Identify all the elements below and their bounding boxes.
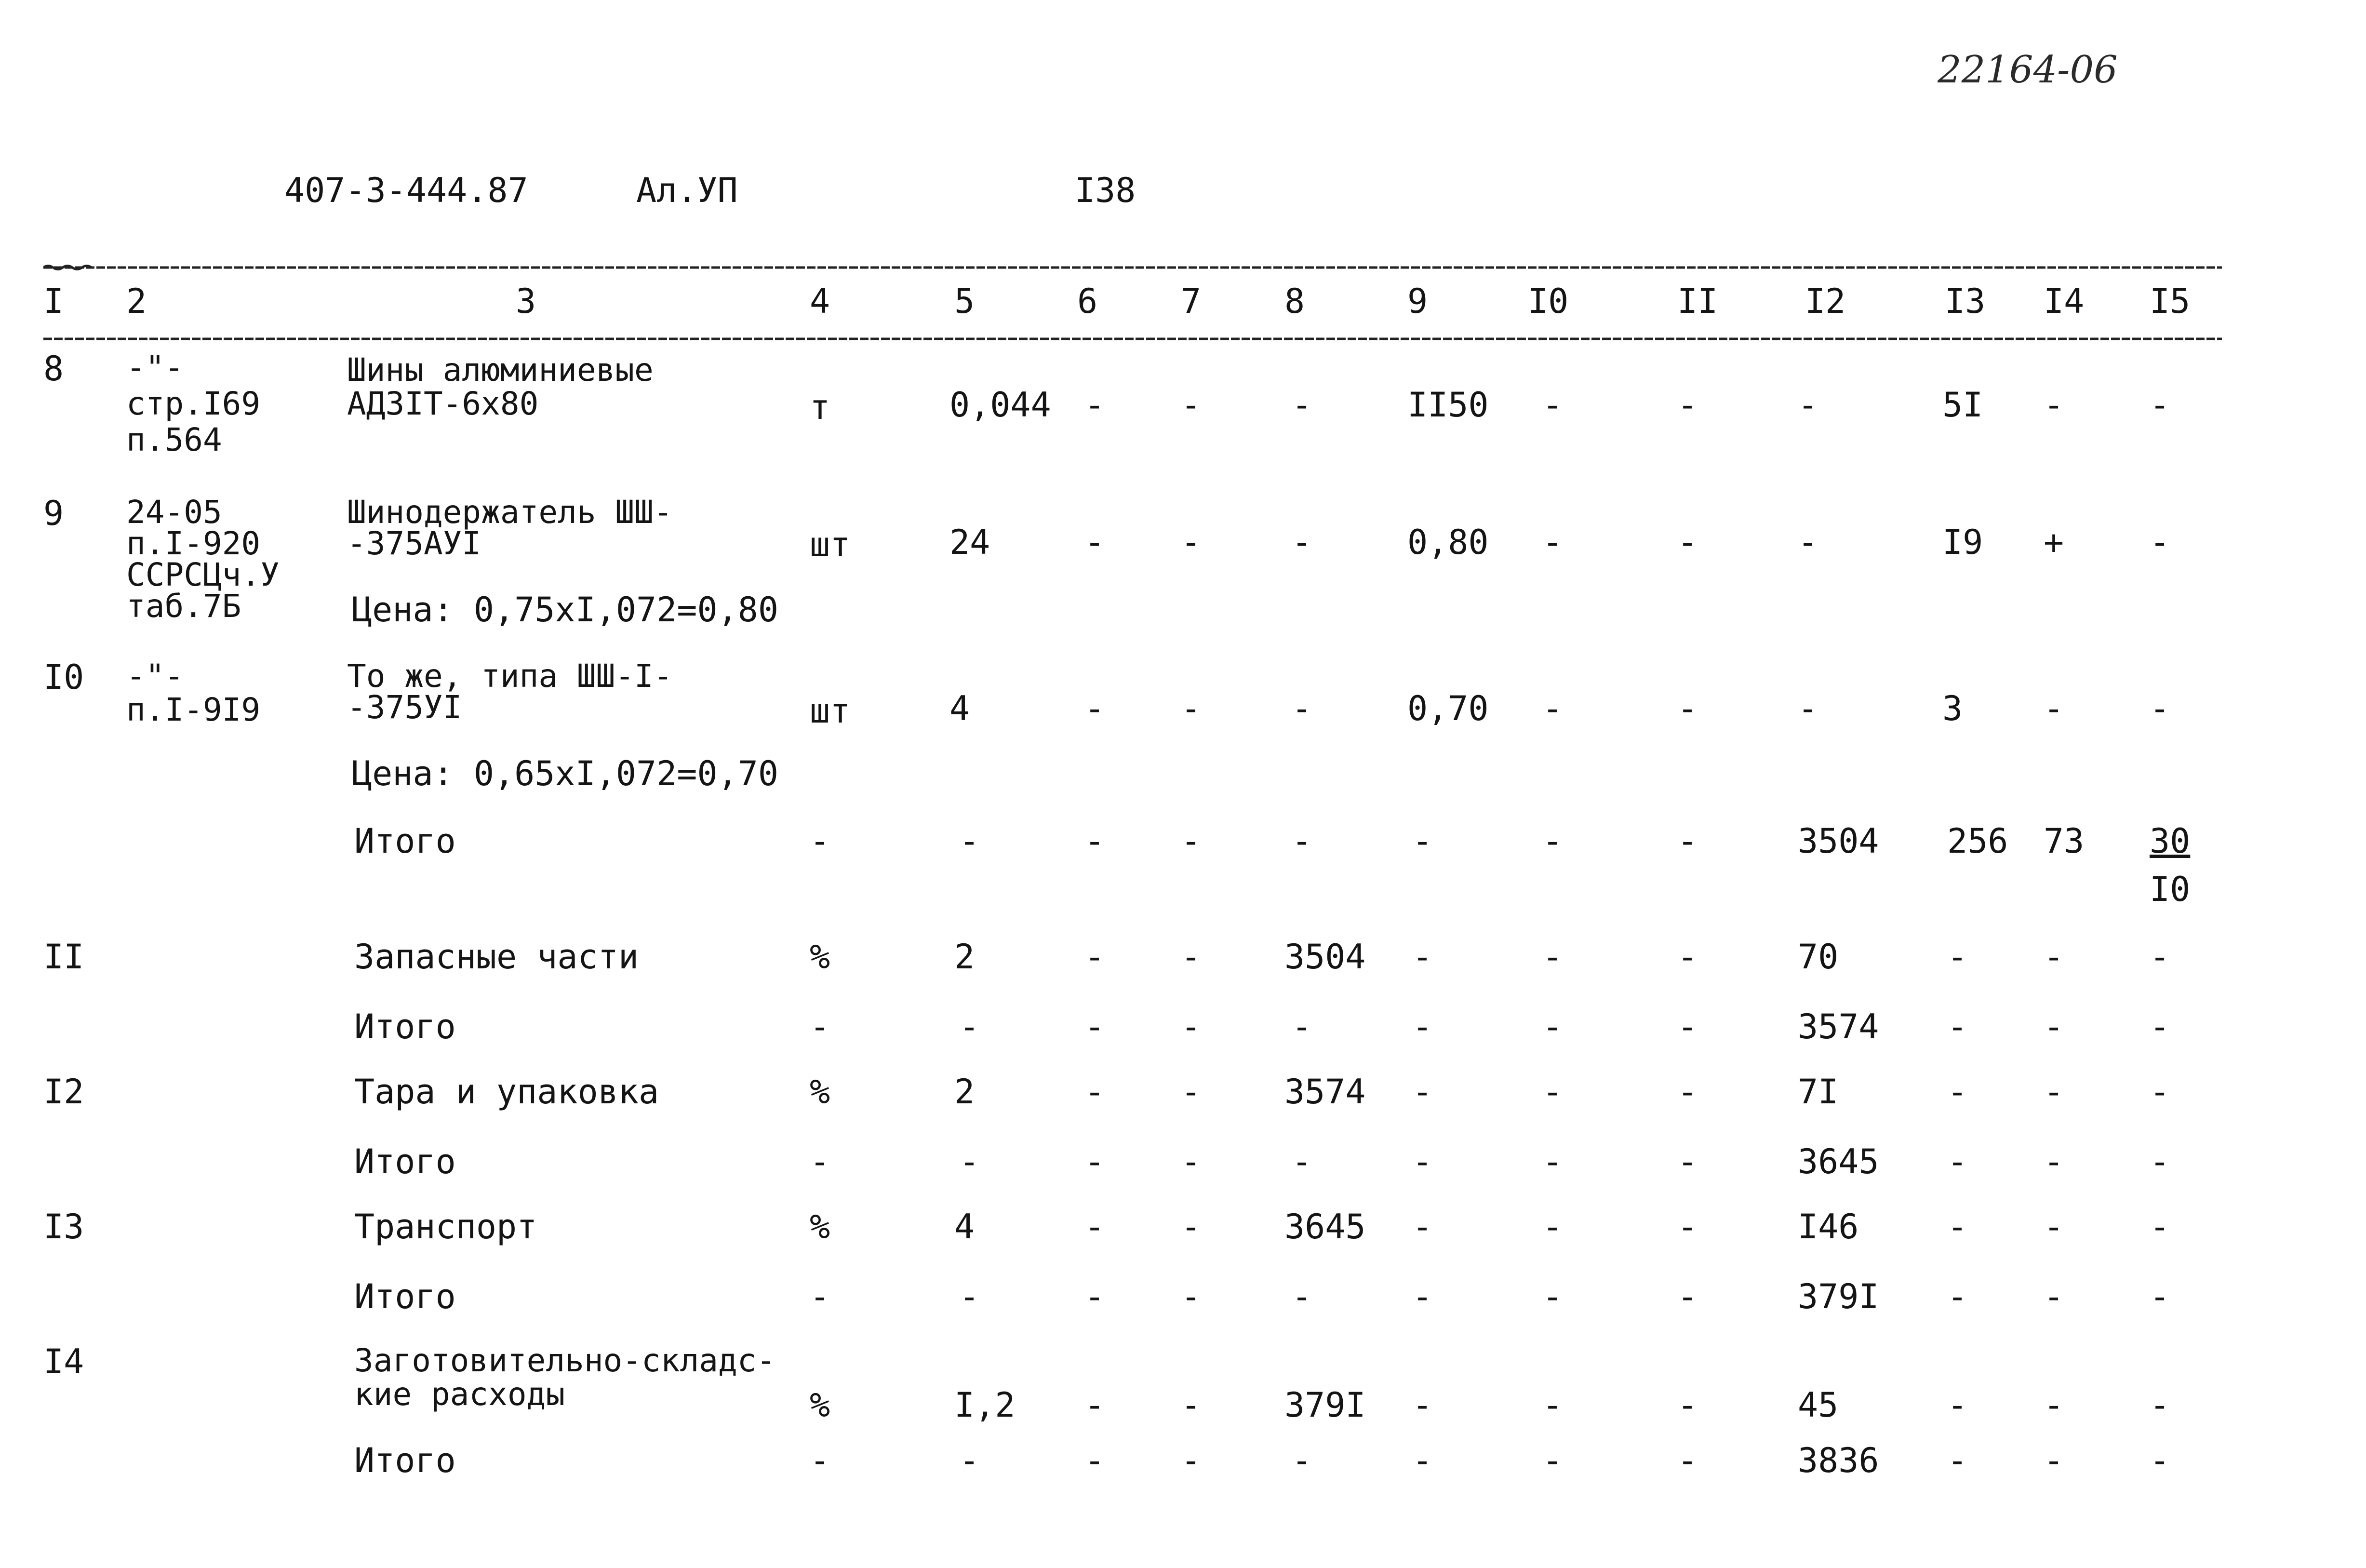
dash-cell: - bbox=[1677, 821, 1698, 861]
dash-cell: - bbox=[2150, 1207, 2170, 1246]
col-header: 5 bbox=[954, 281, 975, 321]
header-top-rule bbox=[43, 264, 2222, 271]
summary-amount: 70 bbox=[1798, 937, 1839, 977]
dash-cell: - bbox=[2150, 1277, 2170, 1316]
dash-cell: - bbox=[1084, 821, 1105, 861]
row-c8: - bbox=[1292, 385, 1312, 425]
row-c15: - bbox=[2150, 385, 2170, 425]
dash-cell: - bbox=[1412, 821, 1433, 861]
dash-cell: - bbox=[1181, 1142, 1202, 1181]
itogo-amount: 379I bbox=[1798, 1277, 1879, 1316]
dash-cell: - bbox=[1292, 1007, 1312, 1046]
dash-cell: - bbox=[810, 1441, 830, 1480]
dash-cell: - bbox=[1677, 937, 1698, 977]
summary-label: Заготовительно-складс- bbox=[354, 1342, 776, 1379]
row-c13: 3 bbox=[1942, 689, 1963, 728]
dash-cell: - bbox=[2044, 937, 2064, 977]
dash-cell: - bbox=[1947, 1207, 1968, 1246]
dash-cell: - bbox=[1677, 1142, 1698, 1181]
dash-cell: - bbox=[1542, 1207, 1563, 1246]
row-unit: т bbox=[810, 388, 830, 427]
row-c7: - bbox=[1181, 523, 1202, 562]
dash-cell: - bbox=[1947, 1072, 1968, 1112]
summary-rate: 2 bbox=[954, 1072, 975, 1112]
row-c15: - bbox=[2150, 689, 2170, 728]
col-header: I bbox=[43, 281, 64, 321]
row-name: -375УI bbox=[347, 689, 462, 726]
row-c6: - bbox=[1084, 689, 1105, 728]
dash-cell: - bbox=[1084, 937, 1105, 977]
dash-cell: - bbox=[1084, 1277, 1105, 1316]
dash-cell: - bbox=[959, 1441, 980, 1480]
dash-cell: - bbox=[959, 1277, 980, 1316]
row-reference: -"- bbox=[126, 349, 184, 386]
row-name: Шины алюминиевые bbox=[347, 351, 654, 389]
col-header: 9 bbox=[1407, 281, 1428, 321]
row-name: Шинодержатель ШШ- bbox=[347, 494, 673, 531]
row-quantity: 4 bbox=[949, 689, 970, 728]
row-number: I3 bbox=[43, 1207, 84, 1246]
dash-cell: - bbox=[1412, 1142, 1433, 1181]
dash-cell: - bbox=[2044, 1007, 2064, 1046]
dash-cell: - bbox=[1412, 1385, 1433, 1425]
dash-cell: - bbox=[959, 1007, 980, 1046]
dash-cell: - bbox=[1084, 1007, 1105, 1046]
dash-cell: - bbox=[1181, 1277, 1202, 1316]
row-reference: таб.7Б bbox=[126, 588, 241, 625]
row-c12: - bbox=[1798, 689, 1818, 728]
row-c10: - bbox=[1542, 689, 1563, 728]
row-reference: п.I-9I9 bbox=[126, 691, 261, 728]
summary-label: Запасные части bbox=[354, 937, 639, 977]
dash-cell: - bbox=[2150, 1007, 2170, 1046]
dash-cell: - bbox=[1947, 1142, 1968, 1181]
row-c6: - bbox=[1084, 523, 1105, 562]
row-c7: - bbox=[1181, 385, 1202, 425]
row-number: I4 bbox=[43, 1342, 84, 1381]
itogo-label: Итого bbox=[354, 1277, 456, 1316]
row-price: 0,80 bbox=[1407, 523, 1489, 562]
dash-cell: - bbox=[1412, 937, 1433, 977]
dash-cell: - bbox=[1412, 1277, 1433, 1316]
dash-cell: - bbox=[1542, 1007, 1563, 1046]
dash-cells: - bbox=[810, 821, 830, 861]
itogo-label: Итого bbox=[354, 1142, 456, 1181]
dash-cell: - bbox=[1947, 1385, 1968, 1425]
row-c10: - bbox=[1542, 523, 1563, 562]
summary-base: 3504 bbox=[1284, 937, 1366, 977]
itogo-amount: 3645 bbox=[1798, 1142, 1879, 1181]
dash-cell: - bbox=[1181, 937, 1202, 977]
dash-cell: - bbox=[1677, 1441, 1698, 1480]
dash-cell: - bbox=[2044, 1441, 2064, 1480]
dash-cell: - bbox=[2044, 1142, 2064, 1181]
row-c8: - bbox=[1292, 689, 1312, 728]
itogo-amount: 3574 bbox=[1798, 1007, 1879, 1046]
row-c8: - bbox=[1292, 523, 1312, 562]
subtotal-c15-top: 30 bbox=[2150, 821, 2191, 861]
row-name: -375АУI bbox=[347, 525, 481, 562]
dash-cell: - bbox=[959, 821, 980, 861]
dash-cell: - bbox=[2150, 1142, 2170, 1181]
dash-cell: - bbox=[810, 1007, 830, 1046]
dash-cell: - bbox=[1084, 1142, 1105, 1181]
row-price: 0,70 bbox=[1407, 689, 1489, 728]
row-name: То же, типа ШШ-I- bbox=[347, 657, 673, 695]
row-number: II bbox=[43, 937, 84, 977]
dash-cell: - bbox=[1084, 1441, 1105, 1480]
dash-cell: - bbox=[2150, 1441, 2170, 1480]
dash-cell: - bbox=[810, 1142, 830, 1181]
dash-cell: - bbox=[1412, 1072, 1433, 1112]
col-header: 8 bbox=[1284, 281, 1305, 321]
subtotal-label: Итого bbox=[354, 821, 456, 861]
row-name: АДЗIТ-6х80 bbox=[347, 385, 539, 422]
summary-rate: 4 bbox=[954, 1207, 975, 1246]
row-c13: 5I bbox=[1942, 385, 1983, 425]
page-number: I38 bbox=[1075, 171, 1136, 210]
dash-cell: - bbox=[2150, 937, 2170, 977]
row-reference: п.I-920 bbox=[126, 525, 261, 562]
col-header: 2 bbox=[126, 281, 147, 321]
summary-base: 3645 bbox=[1284, 1207, 1366, 1246]
dash-cell: - bbox=[1181, 1441, 1202, 1480]
dash-cell: - bbox=[1292, 1142, 1312, 1181]
row-reference: 24-05 bbox=[126, 494, 222, 531]
row-number: 8 bbox=[43, 349, 64, 389]
dash-cell: - bbox=[1181, 1207, 1202, 1246]
row-reference: -"- bbox=[126, 657, 184, 695]
row-number: 9 bbox=[43, 494, 64, 533]
row-c6: - bbox=[1084, 385, 1105, 425]
row-c14: - bbox=[2044, 385, 2064, 425]
row-c14: - bbox=[2044, 689, 2064, 728]
dash-cell: - bbox=[1292, 1441, 1312, 1480]
col-header: I4 bbox=[2044, 281, 2085, 321]
price-note: Цена: 0,75хI,072=0,80 bbox=[352, 590, 779, 630]
itogo-label: Итого bbox=[354, 1441, 456, 1480]
subtotal-c12: 3504 bbox=[1798, 821, 1879, 861]
summary-base: 379I bbox=[1284, 1385, 1366, 1425]
subtotal-c13: 256 bbox=[1947, 821, 2008, 861]
summary-label: кие расходы bbox=[354, 1376, 565, 1413]
subtotal-c14: 73 bbox=[2044, 821, 2085, 861]
dash-cell: - bbox=[1542, 1385, 1563, 1425]
percent-sign: % bbox=[810, 1385, 830, 1425]
dash-cell: - bbox=[1677, 1385, 1698, 1425]
row-c11: - bbox=[1677, 689, 1698, 728]
price-note: Цена: 0,65хI,072=0,70 bbox=[352, 754, 779, 793]
itogo-amount: 3836 bbox=[1798, 1441, 1879, 1480]
dash-cell: - bbox=[1677, 1072, 1698, 1112]
row-unit: шт bbox=[810, 525, 851, 564]
summary-amount: 7I bbox=[1798, 1072, 1839, 1112]
row-number: I2 bbox=[43, 1072, 84, 1112]
row-c11: - bbox=[1677, 385, 1698, 425]
col-header: 7 bbox=[1181, 281, 1202, 321]
dash-cell: - bbox=[1947, 1441, 1968, 1480]
subtotal-c15-bottom: I0 bbox=[2150, 870, 2191, 909]
dash-cell: - bbox=[1181, 1007, 1202, 1046]
col-header: I5 bbox=[2150, 281, 2191, 321]
dash-cell: - bbox=[1181, 1385, 1202, 1425]
itogo-label: Итого bbox=[354, 1007, 456, 1046]
dash-cell: - bbox=[1412, 1007, 1433, 1046]
dash-cell: - bbox=[810, 1277, 830, 1316]
dash-cell: - bbox=[1677, 1277, 1698, 1316]
summary-rate: I,2 bbox=[954, 1385, 1016, 1425]
row-c12: - bbox=[1798, 385, 1818, 425]
dash-cell: - bbox=[1084, 1207, 1105, 1246]
summary-label: Тара и упаковка bbox=[354, 1072, 659, 1112]
row-c13: I9 bbox=[1942, 523, 1983, 562]
dash-cell: - bbox=[2044, 1277, 2064, 1316]
doc-code: 407-3-444.87 bbox=[284, 171, 528, 210]
row-c7: - bbox=[1181, 689, 1202, 728]
col-header: I2 bbox=[1805, 281, 1846, 321]
dash-cell: - bbox=[1292, 821, 1312, 861]
percent-sign: % bbox=[810, 1072, 830, 1112]
row-reference: стр.I69 bbox=[126, 385, 261, 422]
row-reference: ССРСЦч.У bbox=[126, 556, 280, 593]
col-header: 4 bbox=[810, 281, 830, 321]
dash-cell: - bbox=[1542, 1441, 1563, 1480]
dash-cell: - bbox=[1947, 1277, 1968, 1316]
dash-cell: - bbox=[1947, 1007, 1968, 1046]
dash-cell: - bbox=[2044, 1385, 2064, 1425]
summary-amount: 45 bbox=[1798, 1385, 1839, 1425]
header-bottom-rule bbox=[43, 335, 2222, 342]
percent-sign: % bbox=[810, 937, 830, 977]
dash-cell: - bbox=[2150, 1072, 2170, 1112]
col-header: II bbox=[1677, 281, 1718, 321]
row-quantity: 24 bbox=[949, 523, 990, 562]
dash-cell: - bbox=[1542, 1072, 1563, 1112]
dash-cell: - bbox=[1677, 1207, 1698, 1246]
dash-cell: - bbox=[1084, 1072, 1105, 1112]
row-c14: + bbox=[2044, 523, 2064, 562]
summary-base: 3574 bbox=[1284, 1072, 1366, 1112]
dash-cell: - bbox=[1412, 1441, 1433, 1480]
dash-cell: - bbox=[1181, 821, 1202, 861]
dash-cell: - bbox=[1181, 1072, 1202, 1112]
percent-sign: % bbox=[810, 1207, 830, 1246]
dash-cell: - bbox=[2044, 1072, 2064, 1112]
dash-cell: - bbox=[1677, 1007, 1698, 1046]
dash-cell: - bbox=[1084, 1385, 1105, 1425]
row-reference: п.564 bbox=[126, 421, 222, 458]
col-header: I0 bbox=[1528, 281, 1569, 321]
row-c12: - bbox=[1798, 523, 1818, 562]
dash-cell: - bbox=[959, 1142, 980, 1181]
row-price: II50 bbox=[1407, 385, 1489, 425]
row-number: I0 bbox=[43, 657, 84, 697]
col-header: 6 bbox=[1077, 281, 1098, 321]
col-header: 3 bbox=[516, 281, 536, 321]
summary-amount: I46 bbox=[1798, 1207, 1859, 1246]
row-unit: шт bbox=[810, 691, 851, 731]
sheet-label: Ал.УП bbox=[636, 171, 738, 210]
dash-cell: - bbox=[2044, 1207, 2064, 1246]
col-header: I3 bbox=[1945, 281, 1986, 321]
row-quantity: 0,044 bbox=[949, 385, 1051, 425]
summary-rate: 2 bbox=[954, 937, 975, 977]
dash-cell: - bbox=[1542, 821, 1563, 861]
dash-cell: - bbox=[2150, 1385, 2170, 1425]
dash-cell: - bbox=[1947, 937, 1968, 977]
summary-label: Транспорт bbox=[354, 1207, 537, 1246]
dash-cell: - bbox=[1542, 937, 1563, 977]
dash-cell: - bbox=[1292, 1277, 1312, 1316]
row-c11: - bbox=[1677, 523, 1698, 562]
dash-cell: - bbox=[1412, 1207, 1433, 1246]
dash-cell: - bbox=[1542, 1277, 1563, 1316]
row-c15: - bbox=[2150, 523, 2170, 562]
dash-cell: - bbox=[1542, 1142, 1563, 1181]
archive-number: 22164-06 bbox=[1938, 48, 2118, 92]
row-c10: - bbox=[1542, 385, 1563, 425]
